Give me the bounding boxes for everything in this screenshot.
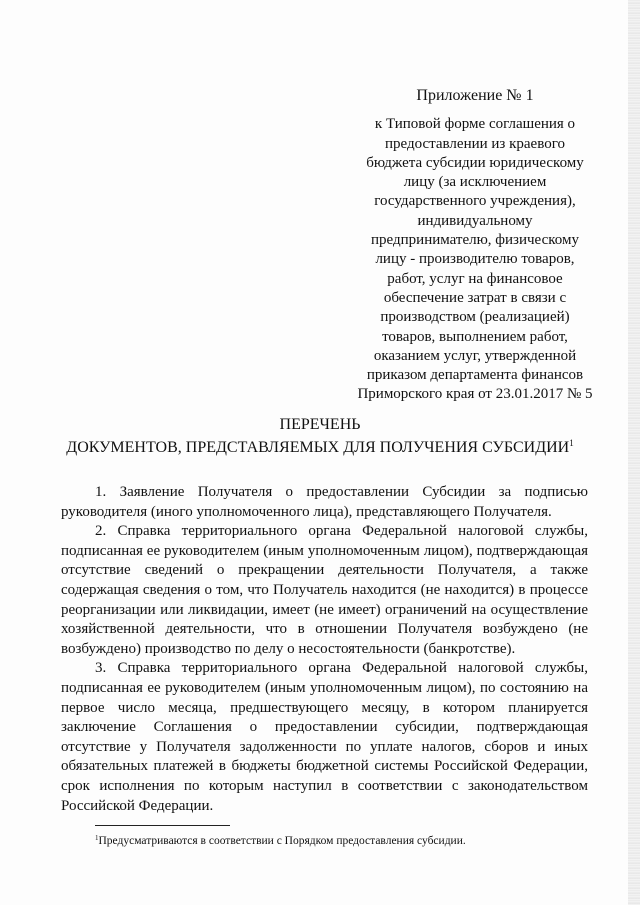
list-item-2: 2. Справка территориального органа Федеральной налоговой службы, подписанная ее руководителем (иным уполномоченным лицом), подтверждающая отсутствие сведений о прекращении деятельности Получателя, а также содержащая сведения о том, что Получатель находится (не находится) в процессе реорганизации или ликвидации, имеет (не имеет) ограничений на осуществление хозяйственной деятельности, что в отношении Получателя возбуждено (не возбуждено) производство по делу о несостоятельности (банкротстве). bbox=[61, 523, 588, 657]
title-line-2 bbox=[60, 434, 580, 457]
footnote-separator bbox=[95, 825, 230, 826]
appendix-line: лицу (за исключением bbox=[403, 174, 547, 191]
title-line-1: ПЕРЕЧЕНЬ bbox=[279, 416, 361, 433]
appendix-number: Приложение № 1 bbox=[416, 87, 534, 104]
appendix-line: предпринимателю, физическому bbox=[371, 232, 579, 249]
appendix-line: оказанием услуг, утвержденной bbox=[373, 347, 577, 364]
document-body bbox=[61, 483, 588, 816]
appendix-line: предоставлении из краевого bbox=[385, 135, 565, 152]
appendix-line: обеспечение затрат в связи с bbox=[383, 289, 567, 306]
footnote bbox=[95, 831, 555, 848]
appendix-line: лицу - производителю товаров, bbox=[375, 251, 575, 268]
appendix-line: Приморского края от 23.01.2017 № 5 bbox=[357, 386, 593, 403]
appendix-line: приказом департамента финансов bbox=[366, 367, 584, 384]
appendix-line: к Типовой форме соглашения о bbox=[374, 116, 576, 133]
appendix-line: индивидуальному bbox=[417, 212, 533, 229]
footnote-text: Предусматриваются в соответствии с Порядком предоставления субсидии. bbox=[98, 835, 466, 847]
appendix-line: товаров, выполнением работ, bbox=[382, 328, 568, 345]
document-title bbox=[60, 415, 580, 457]
appendix-line: работ, услуг на финансовое bbox=[387, 270, 563, 287]
appendix-line: государственного учреждения), bbox=[374, 193, 576, 210]
appendix-line: производством (реализацией) bbox=[380, 309, 570, 326]
appendix-header bbox=[340, 86, 610, 405]
list-item-1: 1. Заявление Получателя о предоставлении Субсидии за подписью руководителя (иного уполномоченного лица), представляющего Получателя. bbox=[61, 484, 588, 520]
appendix-line: бюджета субсидии юридическому bbox=[366, 154, 584, 171]
title-line-2-text: ДОКУМЕНТОВ, ПРЕДСТАВЛЯЕМЫХ ДЛЯ ПОЛУЧЕНИЯ СУБСИДИИ bbox=[66, 439, 570, 456]
footnote-mark: 1 bbox=[95, 834, 99, 842]
title-footnote-mark: 1 bbox=[569, 438, 574, 448]
list-item-3: 3. Справка территориального органа Федеральной налоговой службы, подписанная ее руководителем (иным уполномоченным лицом), по состоянию на первое число месяца, предшествующего месяцу, в котором планируется заключение Соглашения о предоставлении субсидии, подтверждающая отсутствие у Получателя задолженности по уплате налогов, сборов и иных обязательных платежей в бюджеты бюджетной системы Российской Федерации, срок исполнения по которым наступил в соответствии с законодательством Российской Федерации. bbox=[61, 660, 588, 814]
scan-edge bbox=[628, 0, 640, 905]
